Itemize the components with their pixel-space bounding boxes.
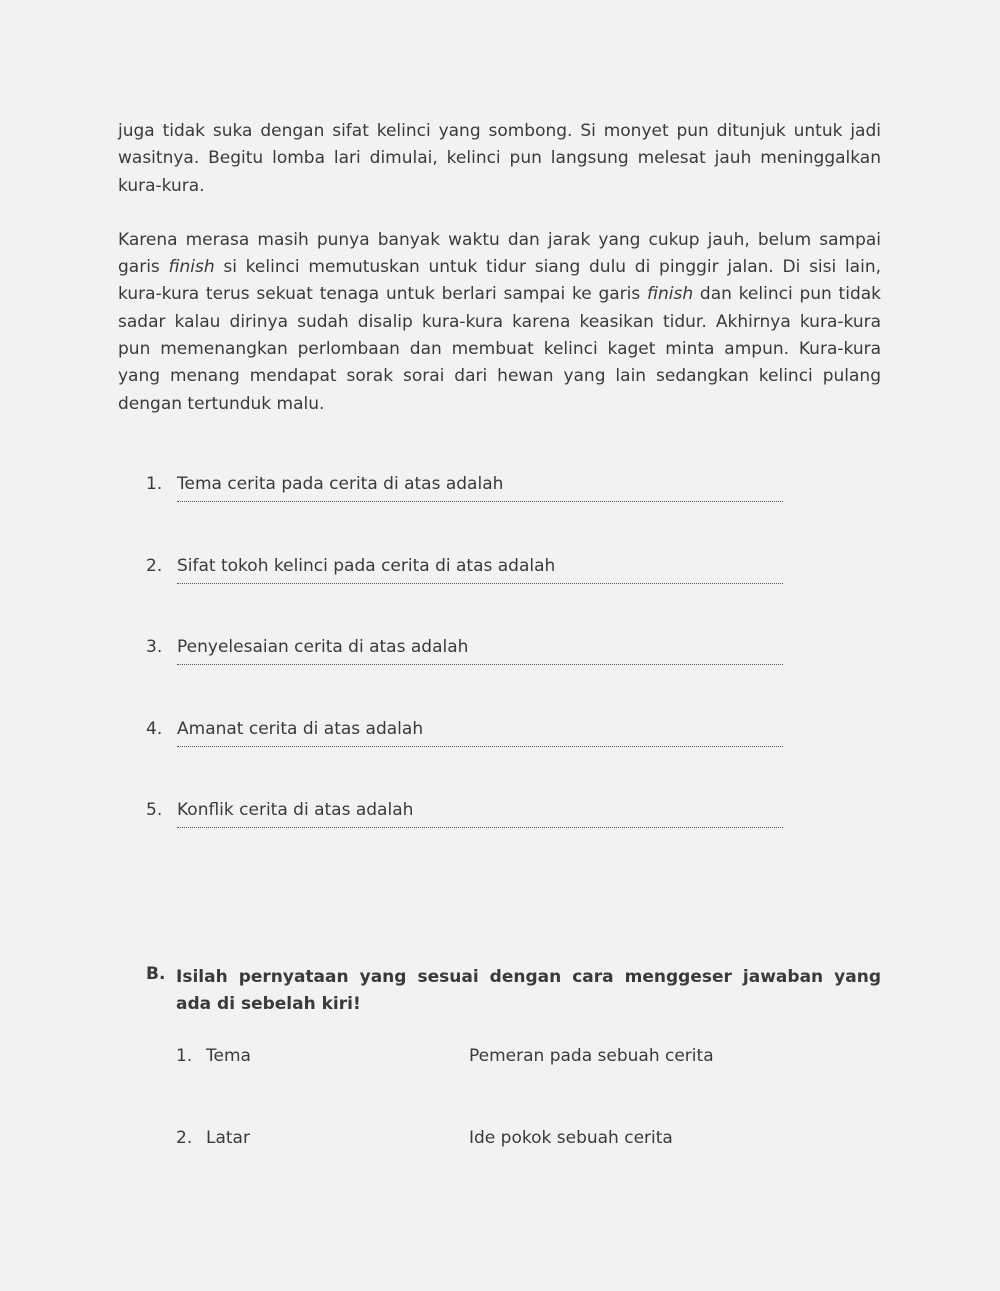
- story-paragraph-1: juga tidak suka dengan sifat kelinci yang sombong. Si monyet pun ditunjuk untuk jadi wasitnya. Begitu lomba lari dimulai, kelinci pun langsung melesat jauh meninggalkan kura-kura.: [118, 121, 881, 196]
- question-item-5: [146, 800, 846, 882]
- matching-number: 1.: [176, 1046, 193, 1066]
- story-paragraph-2-part-c: dan kelinci pun tidak sadar kalau dirinya sudah disalip kura-kura karena keasikan tidur. Akhirnya kura-kura pun memenangkan perlombaan dan membuat kelinci kaget minta ampun. Kura-kura yang menang mendapat sorak sorai dari hewan yang lain sedangkan kelinci pulang dengan tertunduk malu.: [118, 284, 881, 414]
- answer-line-3[interactable]: [177, 664, 783, 665]
- matching-definition: Ide pokok sebuah cerita: [469, 1128, 673, 1148]
- question-number: 2.: [146, 555, 163, 576]
- answer-line-2[interactable]: [177, 583, 783, 584]
- question-item-2: [146, 556, 846, 638]
- matching-definition: Pemeran pada sebuah cerita: [469, 1046, 714, 1066]
- story-paragraph-2: [118, 227, 881, 418]
- question-item-1: [146, 474, 846, 556]
- question-text: Penyelesaian cerita di atas adalah: [177, 637, 469, 657]
- matching-item-1: [176, 1046, 736, 1076]
- answer-line-1[interactable]: [177, 501, 783, 502]
- matching-number: 2.: [176, 1128, 193, 1148]
- question-number: 4.: [146, 718, 163, 739]
- question-item-4: [146, 719, 846, 801]
- story-paragraph-2-italic-2: finish: [647, 284, 694, 305]
- story-paragraph-2-italic-1: finish: [168, 257, 215, 278]
- question-text: Sifat tokoh kelinci pada cerita di atas adalah: [177, 555, 556, 576]
- question-list: [146, 474, 846, 882]
- story-paragraph-2-part-b: si kelinci memutuskan untuk tidur siang dulu di pinggir jalan. Di sisi lain, kura-kura terus sekuat tenaga untuk berlari sampai ke garis: [118, 257, 882, 305]
- answer-line-5[interactable]: [177, 827, 783, 828]
- question-number: 3.: [146, 637, 163, 657]
- section-b-letter: B.: [146, 964, 166, 984]
- question-text: Amanat cerita di atas adalah: [177, 718, 424, 739]
- story-paragraph-2-part-a: Karena merasa masih punya banyak waktu dan jarak yang cukup jauh, belum sampai garis: [118, 229, 881, 278]
- question-text: Konflik cerita di atas adalah: [177, 800, 414, 820]
- matching-term-drop-target[interactable]: Tema: [206, 1046, 251, 1066]
- question-item-3: [146, 637, 846, 719]
- matching-item-2: [176, 1128, 736, 1158]
- question-number: 5.: [146, 800, 163, 820]
- question-text: Tema cerita pada cerita di atas adalah: [177, 474, 504, 494]
- matching-term-drop-target[interactable]: Latar: [206, 1128, 250, 1148]
- story-text: [118, 118, 881, 418]
- section-b-instruction: Isilah pernyataan yang sesuai dengan cara menggeser jawaban yang ada di sebelah kiri!: [176, 967, 881, 1015]
- question-number: 1.: [146, 474, 163, 494]
- answer-line-4[interactable]: [177, 746, 783, 747]
